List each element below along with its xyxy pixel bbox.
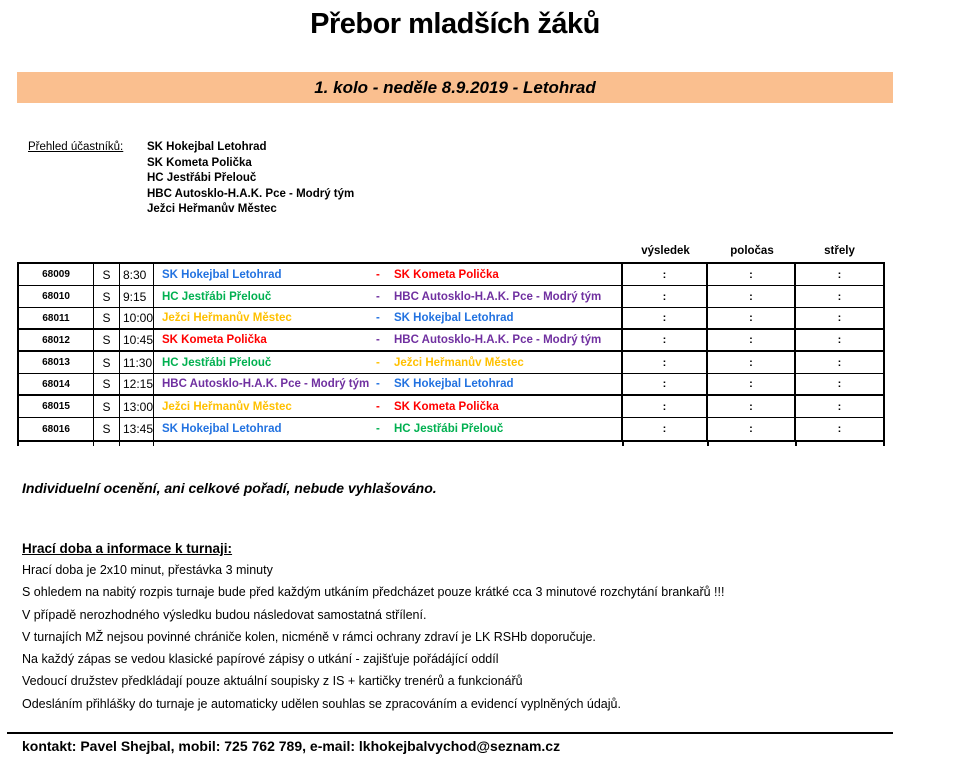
home-team: Ježci Heřmanův Městec xyxy=(162,312,292,324)
match-day: S xyxy=(94,286,120,307)
shots-cell: : xyxy=(837,268,842,281)
match-time: 13:45 xyxy=(120,418,154,440)
info-line: V turnajích MŽ nejsou povinné chrániče kolen, nicméně v rámci ochrany zdraví je LK RSHb doporučuje. xyxy=(22,629,596,644)
match-row xyxy=(19,264,883,286)
info-line: V případě nerozhodného výsledku budou následovat samostatná střílení. xyxy=(22,607,427,622)
shots-cell: : xyxy=(837,356,842,369)
result-cell: : xyxy=(623,418,708,440)
info-lines xyxy=(22,559,952,715)
shots-cell: : xyxy=(837,378,842,390)
team-separator: - xyxy=(376,423,380,435)
schedule-table xyxy=(17,262,885,442)
table-cutoff-stubs xyxy=(17,441,885,446)
participants-list xyxy=(147,140,354,218)
match-teams-cell xyxy=(154,352,623,373)
match-teams-cell xyxy=(154,264,623,285)
match-teams-cell xyxy=(154,418,623,440)
match-day: S xyxy=(94,330,120,350)
home-team: HC Jestřábi Přelouč xyxy=(162,356,272,369)
match-number: 68014 xyxy=(19,374,94,394)
match-day: S xyxy=(94,264,120,285)
info-line: Odesláním přihlášky do turnaje je automaticky udělen souhlas se zpracováním a evidencí vyplněných údajů. xyxy=(22,696,621,711)
halftime-cell: : xyxy=(708,418,796,440)
home-team: SK Hokejbal Letohrad xyxy=(162,268,282,281)
column-header-halftime: poločas xyxy=(730,245,774,257)
halftime-cell: : xyxy=(708,308,796,328)
shots-cell: : xyxy=(837,400,842,413)
match-time: 13:00 xyxy=(120,396,154,417)
match-row xyxy=(19,308,883,330)
halftime-cell: : xyxy=(708,264,796,285)
match-day: S xyxy=(94,396,120,417)
shots-cell: : xyxy=(837,334,842,346)
home-team: SK Kometa Polička xyxy=(162,334,267,346)
halftime-cell: : xyxy=(708,396,796,417)
halftime-cell: : xyxy=(708,374,796,394)
result-cell: : xyxy=(623,330,708,350)
match-row xyxy=(19,418,883,440)
team-separator: - xyxy=(376,356,380,369)
match-time: 8:30 xyxy=(120,264,154,285)
shots-cell: : xyxy=(837,423,842,435)
match-time: 10:45 xyxy=(120,330,154,350)
halftime-cell: : xyxy=(708,286,796,307)
team-separator: - xyxy=(376,400,380,413)
result-cell: : xyxy=(623,374,708,394)
info-line: Vedoucí družstev předkládají pouze aktuální soupisky z IS + kartičky trenérů a funkcionářů xyxy=(22,674,523,689)
match-day: S xyxy=(94,374,120,394)
shots-cell: : xyxy=(837,290,842,303)
page-title: Přebor mladších žáků xyxy=(310,8,600,40)
home-team: HC Jestřábi Přelouč xyxy=(162,290,272,303)
away-team: SK Kometa Polička xyxy=(394,268,499,281)
match-time: 9:15 xyxy=(120,286,154,307)
result-cell: : xyxy=(623,308,708,328)
participant-team: HC Jestřábi Přelouč xyxy=(147,172,257,184)
contact-line: kontakt: Pavel Shejbal, mobil: 725 762 789, e-mail: lkhokejbalvychod@seznam.cz xyxy=(22,738,561,754)
team-separator: - xyxy=(376,290,380,303)
match-time: 12:15 xyxy=(120,374,154,394)
home-team: Ježci Heřmanův Městec xyxy=(162,400,292,413)
away-team: SK Kometa Polička xyxy=(394,400,499,413)
match-number: 68015 xyxy=(19,396,94,417)
away-team: HBC Autosklo-H.A.K. Pce - Modrý tým xyxy=(394,290,602,303)
team-separator: - xyxy=(376,268,380,281)
halftime-cell: : xyxy=(708,330,796,350)
match-row xyxy=(19,330,883,352)
match-row xyxy=(19,286,883,308)
away-team: HBC Autosklo-H.A.K. Pce - Modrý tým xyxy=(394,334,602,346)
info-line: Na každý zápas se vedou klasické papírové zápisy o utkání - zajišťuje pořádájící oddíl xyxy=(22,652,499,667)
participants-label: Přehled účastníků: xyxy=(28,141,124,153)
match-time: 11:30 xyxy=(120,352,154,373)
participant-team: SK Hokejbal Letohrad xyxy=(147,141,267,153)
match-number: 68012 xyxy=(19,330,94,350)
match-day: S xyxy=(94,352,120,373)
halftime-cell: : xyxy=(708,352,796,373)
result-cell: : xyxy=(623,286,708,307)
info-line: Hrací doba je 2x10 minut, přestávka 3 minuty xyxy=(22,563,273,577)
result-cell: : xyxy=(623,396,708,417)
column-header-result: výsledek xyxy=(641,245,690,257)
participant-team: SK Kometa Polička xyxy=(147,156,252,169)
participant-team: HBC Autosklo-H.A.K. Pce - Modrý tým xyxy=(147,187,355,200)
team-separator: - xyxy=(376,334,380,346)
shots-cell: : xyxy=(837,312,842,324)
result-cell: : xyxy=(623,352,708,373)
result-cell: : xyxy=(623,264,708,285)
match-teams-cell xyxy=(154,374,623,394)
match-teams-cell xyxy=(154,308,623,328)
info-line: S ohledem na nabitý rozpis turnaje bude před každým utkáním předcházet pouze krátké cca 3 minutové rozchytání brankařů !!! xyxy=(22,585,725,600)
match-day: S xyxy=(94,308,120,328)
match-row xyxy=(19,374,883,396)
info-heading: Hrací doba a informace k turnaji: xyxy=(22,541,233,556)
away-team: SK Hokejbal Letohrad xyxy=(394,378,514,390)
match-teams-cell xyxy=(154,330,623,350)
match-row xyxy=(19,396,883,418)
match-row xyxy=(19,352,883,374)
team-separator: - xyxy=(376,378,380,390)
match-number: 68009 xyxy=(19,264,94,285)
round-banner: 1. kolo - neděle 8.9.2019 - Letohrad xyxy=(17,72,893,103)
footer-divider xyxy=(7,732,893,734)
team-separator: - xyxy=(376,312,380,324)
home-team: SK Hokejbal Letohrad xyxy=(162,423,282,435)
participant-team: Ježci Heřmanův Městec xyxy=(147,203,277,215)
column-header-shots: střely xyxy=(824,245,855,257)
match-teams-cell xyxy=(154,286,623,307)
match-day: S xyxy=(94,418,120,440)
match-teams-cell xyxy=(154,396,623,417)
match-time: 10:00 xyxy=(120,308,154,328)
away-team: HC Jestřábi Přelouč xyxy=(394,423,504,435)
away-team: Ježci Heřmanův Městec xyxy=(394,356,524,369)
match-number: 68011 xyxy=(19,308,94,328)
match-number: 68013 xyxy=(19,352,94,373)
away-team: SK Hokejbal Letohrad xyxy=(394,312,514,324)
home-team: HBC Autosklo-H.A.K. Pce - Modrý tým xyxy=(162,378,370,390)
match-number: 68010 xyxy=(19,286,94,307)
award-note: Individuelní ocenění, ani celkové pořadí, nebude vyhlašováno. xyxy=(22,480,437,496)
match-number: 68016 xyxy=(19,418,94,440)
